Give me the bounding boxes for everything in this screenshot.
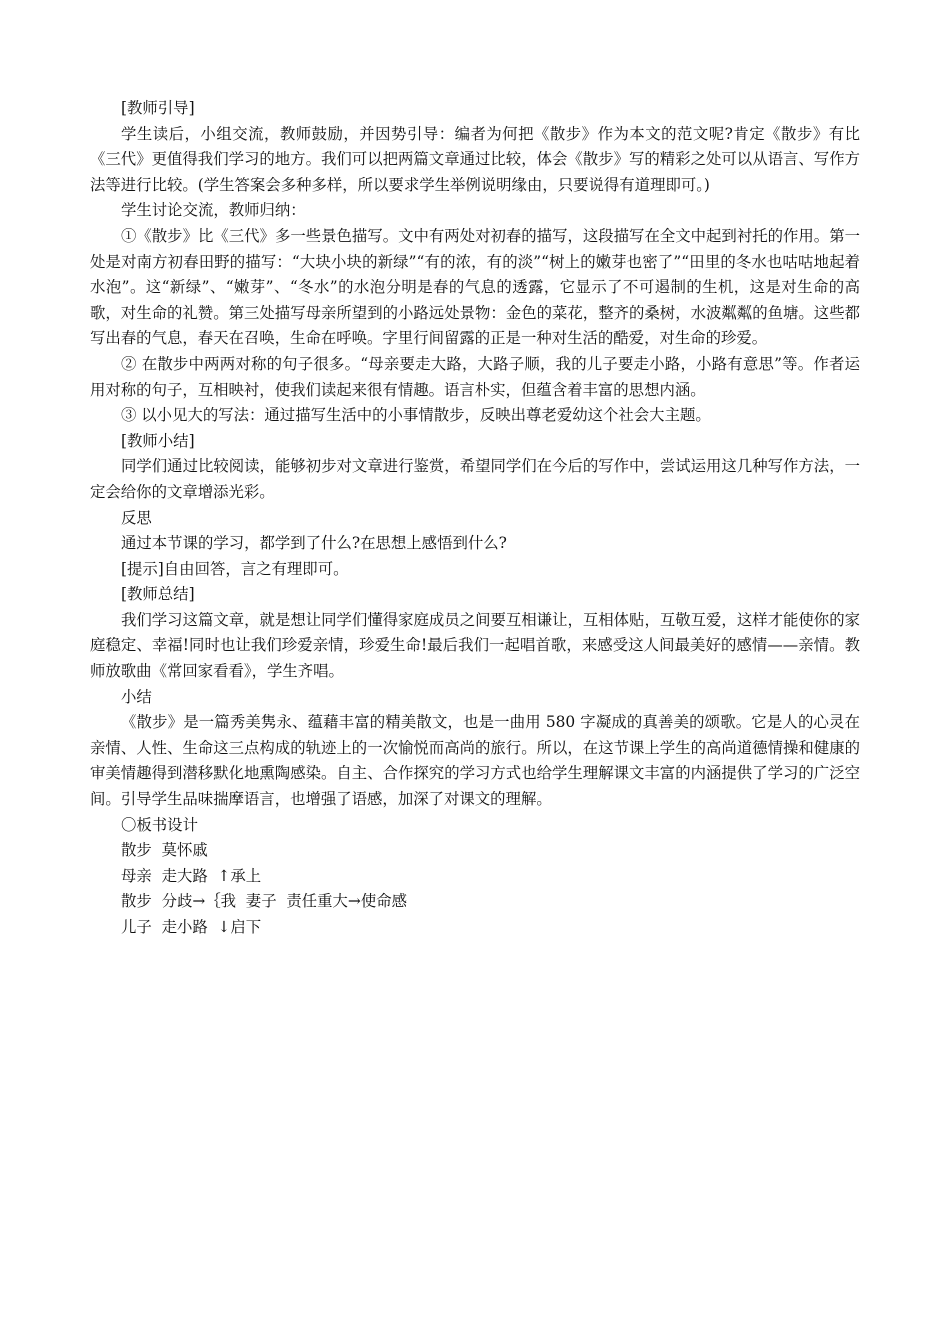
board-row-walk: 散步 分歧→｛我 妻子 责任重大→使命感: [121, 892, 408, 911]
section-heading-teacher-summary: [教师小结]: [121, 431, 195, 450]
paragraph: 《散步》是一篇秀美隽永、蕴藉丰富的精美散文，也是一曲用 580 字凝成的真善美的颂歌。它是人的心灵在亲情、人性、生命这三点构成的轨迹上的一次愉悦而高尚的旅行。所以，在这节课上学生的高尚道德情操和健康的审美情趣得到潜移默化地熏陶感染。自主、合作探究的学习方式也给学生理解课文丰富的内涵提供了学习的广泛空间。引导学生品味揣摩语言，也增强了语感，加深了对课文的理解。: [90, 713, 860, 809]
section-heading-teacher-conclusion: [教师总结]: [121, 585, 195, 604]
paragraph: [提示]自由回答，言之有理即可。: [121, 559, 349, 578]
paragraph: ③ 以小见大的写法：通过描写生活中的小事情散步，反映出尊老爱幼这个社会大主题。: [121, 406, 711, 425]
paragraph: 我们学习这篇文章，就是想让同学们懂得家庭成员之间要互相谦让，互相体贴，互敬互爱，这样才能使你的家庭稳定、幸福!同时也让我们珍爱亲情，珍爱生命!最后我们一起唱首歌，来感受这人间最美好的感情——亲情。教师放歌曲《常回家看看》，学生齐唱。: [90, 610, 860, 681]
section-heading-summary: 小结: [121, 687, 152, 706]
section-heading-board-design: 〇板书设计: [121, 815, 198, 834]
document-page: [90, 96, 860, 941]
board-row-son: 儿子 走小路 ↓启下: [121, 918, 262, 936]
section-heading-teacher-guide: [教师引导]: [121, 99, 195, 117]
paragraph: 学生读后，小组交流，教师鼓励，并因势引导：编者为何把《散步》作为本文的范文呢?肯定《散步》有比《三代》更值得我们学习的地方。我们可以把两篇文章通过比较，体会《散步》写的精彩之处可以从语言、写作方法等进行比较。(学生答案会多种多样，所以要求学生举例说明缘由，只要说得有道理即可。): [90, 124, 860, 194]
paragraph: 学生讨论交流，教师归纳：: [121, 201, 306, 220]
board-row-title: 散步 莫怀戚: [121, 841, 208, 860]
paragraph: 同学们通过比较阅读，能够初步对文章进行鉴赏，希望同学们在今后的写作中，尝试运用这几种写作方法，一定会给你的文章增添光彩。: [90, 457, 860, 501]
section-heading-reflection: 反思: [121, 508, 152, 527]
board-row-mother: 母亲 走大路 ↑承上: [121, 866, 262, 885]
paragraph: ①《散步》比《三代》多一些景色描写。文中有两处对初春的描写，这段描写在全文中起到衬托的作用。第一处是对南方初春田野的描写：“大块小块的新绿”“有的浓，有的淡”“树上的嫩芽也密了”“田里的冬水也咕咕地起着水泡”。这“新绿”、“嫩芽”、“冬水”的水泡分明是春的气息的透露，它显示了不可遏制的生机，这是对生命的高歌，对生命的礼赞。第三处描写母亲所望到的小路远处景物：金色的菜花，整齐的桑树，水波粼粼的鱼塘。这些都写出春的气息，春天在召唤，生命在呼唤。字里行间留露的正是一种对生活的酷爱，对生命的珍爱。: [90, 226, 860, 348]
paragraph: ② 在散步中两两对称的句子很多。“母亲要走大路，大路子顺，我的儿子要走小路，小路有意思”等。作者运用对称的句子，互相映衬，使我们读起来很有情趣。语言朴实，但蕴含着丰富的思想内涵。: [90, 354, 860, 399]
board-design: [90, 838, 860, 940]
paragraph: 通过本节课的学习，都学到了什么?在思想上感悟到什么?: [121, 534, 507, 553]
